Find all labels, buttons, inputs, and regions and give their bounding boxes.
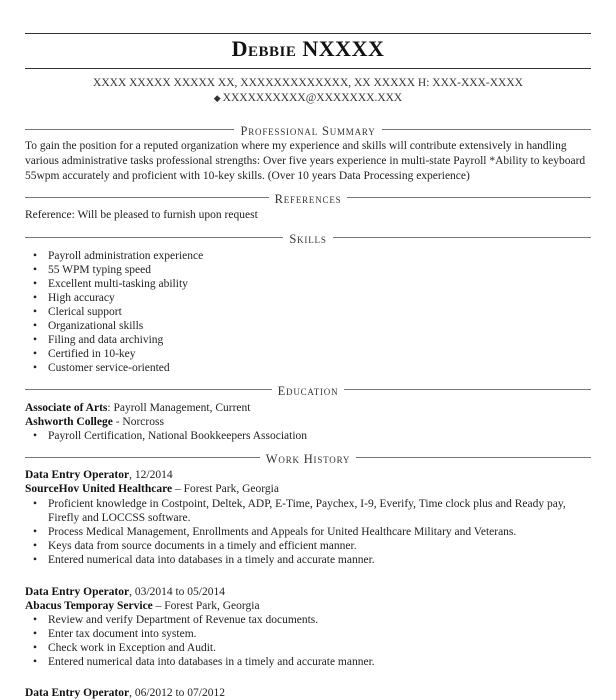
job-bullet: • Entered numerical data into databases in a timely and accurate manner.: [25, 655, 591, 669]
contact-email: XXXXXXXXXX@XXXXXXX.XXX: [222, 92, 403, 104]
candidate-name: Debbie NXXXX: [231, 36, 385, 61]
job-bullets: [25, 497, 591, 567]
job-title-line: Data Entry Operator, 12/2014: [25, 469, 173, 481]
skill-item: • Excellent multi-tasking ability: [25, 277, 591, 291]
skill-item: • Clerical support: [25, 305, 591, 319]
job-bullet: • Keys data from source documents in a timely and efficient manner.: [25, 539, 591, 553]
diamond-icon: ◆: [213, 93, 221, 103]
section-header-summary: Professional Summary: [25, 122, 591, 136]
skill-item: • 55 WPM typing speed: [25, 263, 591, 277]
skill-item: • Organizational skills: [25, 319, 591, 333]
section-header-references: References: [25, 190, 591, 204]
skill-item: • Certified in 10-key: [25, 347, 591, 361]
section-header-work-history: Work History: [25, 450, 591, 464]
contact-address-phone: XXXX XXXXX XXXXX XX, XXXXXXXXXXXXX, XX XXXXX H: XXX-XXX-XXXX: [93, 77, 523, 89]
job-title-line: Data Entry Operator, 03/2014 to 05/2014: [25, 586, 225, 598]
skill-item: • High accuracy: [25, 291, 591, 305]
education-school: Ashworth College - Norcross: [25, 416, 164, 428]
job-bullet: • Entered numerical data into databases in a timely and accurate manner.: [25, 553, 591, 567]
summary-text: To gain the position for a reputed organization where my experience and skills will contribute extensively in handling various administrative tasks professional strengths: Over five years experience in multi-state Payroll *Ability to keyboard 55wpm accurately and proficient with 10-key skills. (Over 10 years Data Processing experience): [25, 140, 586, 182]
education-list: [25, 429, 591, 443]
job-company-line: SourceHov United Healthcare – Forest Park, Georgia: [25, 483, 279, 495]
section-header-education: Education: [25, 382, 591, 396]
name-divider: [25, 68, 591, 69]
top-divider: [25, 33, 591, 34]
job-bullet: • Review and verify Department of Revenue tax documents.: [25, 613, 591, 627]
job-company-line: Abacus Temporay Service – Forest Park, Georgia: [25, 600, 260, 612]
section-header-skills: Skills: [25, 230, 591, 244]
job-title-line: Data Entry Operator, 06/2012 to 07/2012: [25, 687, 225, 699]
references-text: Reference: Will be pleased to furnish upon request: [25, 209, 258, 221]
education-item: • Payroll Certification, National Bookkeepers Association: [25, 429, 591, 443]
contact-email-line: [0, 92, 616, 104]
skill-item: • Customer service-oriented: [25, 361, 591, 375]
job-bullet: • Check work in Exception and Audit.: [25, 641, 591, 655]
skill-item: • Filing and data archiving: [25, 333, 591, 347]
job-bullet: • Enter tax document into system.: [25, 627, 591, 641]
job-bullet: • Proficient knowledge in Costpoint, Deltek, ADP, E-Time, Paychex, I-9, Everify, Time clock plus and Ready pay, Firefly and LOCCSS software.: [25, 497, 591, 525]
skills-list: [25, 249, 591, 375]
job-bullet: • Process Medical Management, Enrollments and Appeals for United Healthcare Military and Veterans.: [25, 525, 591, 539]
job-bullets: [25, 613, 591, 669]
education-degree: Associate of Arts: Payroll Management, Current: [25, 402, 251, 414]
skill-item: • Payroll administration experience: [25, 249, 591, 263]
